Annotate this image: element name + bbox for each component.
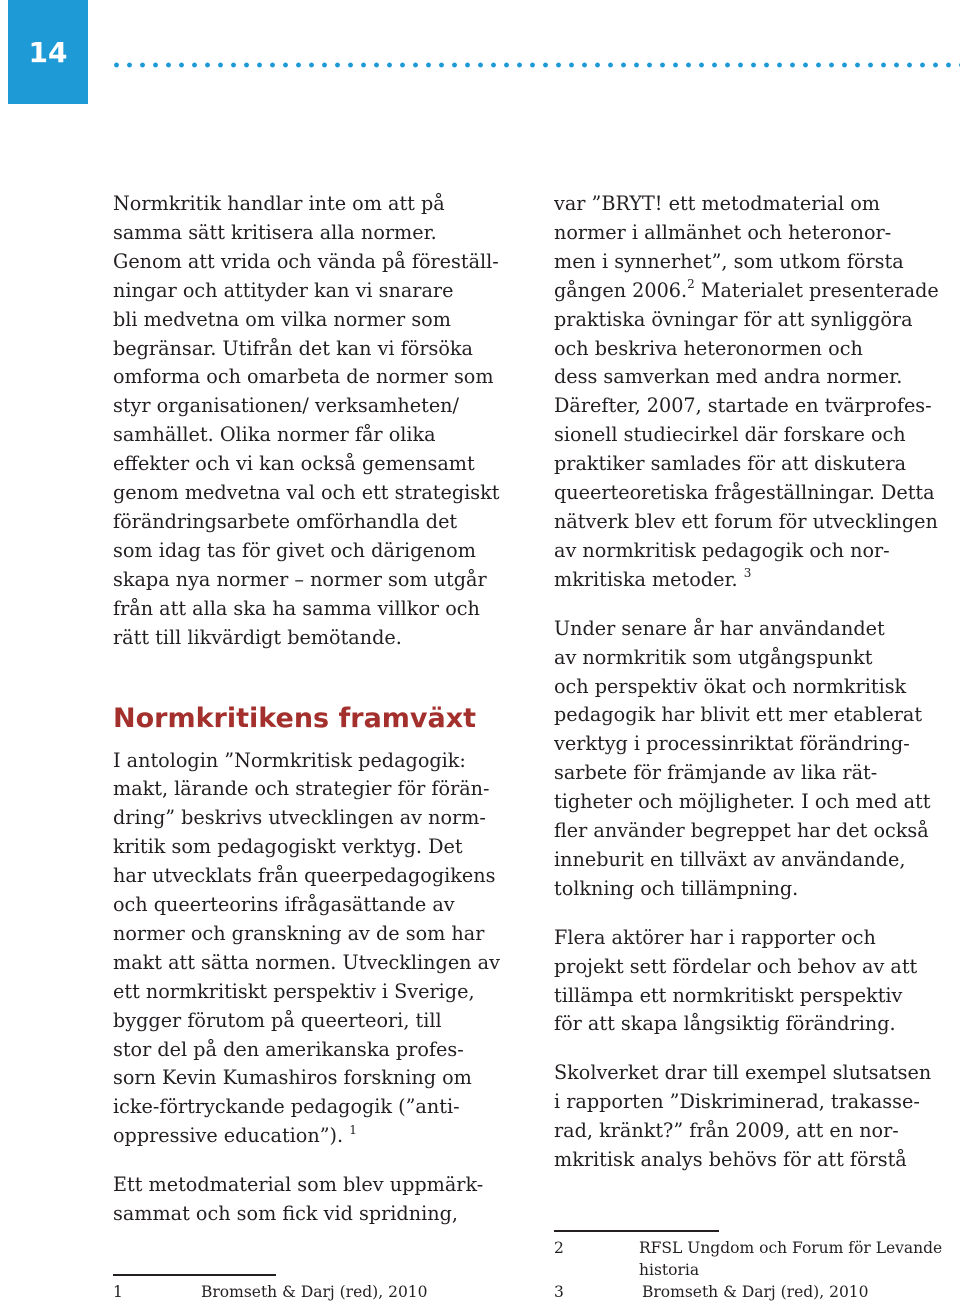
- method-material-paragraph: Ett metodmaterial som blev uppmärk- sammat och som fick vid spridning,: [113, 1173, 484, 1226]
- footnote-2-number: 2: [554, 1239, 564, 1257]
- footnote-1-text: Bromseth & Darj (red), 2010: [201, 1283, 428, 1301]
- footnote-3-number: 3: [554, 1283, 564, 1301]
- anthology-paragraph: [113, 747, 523, 1152]
- intro-paragraph: Normkritik handlar inte om att på samma sätt kritisera alla normer. Genom att vrida och vända på föreställ- ningar och attityder kan vi snarare bli medvetna om vilka normer som begränsar. Utifrån det kan vi försöka omforma och omarbeta de normer som styr organisationen/ verksamheten/ samhället. Olika normer får olika effekter och vi kan också gemensamt genom medvetna val och ett strategiskt förändringsarbete omförhandla det som idag tas för givet och därigenom skapa nya normer – normer som utgår från att alla ska ha samma villkor och rätt till likvärdigt bemötande.: [113, 192, 500, 649]
- section-heading: Normkritikens framväxt: [113, 702, 477, 734]
- right-column: [554, 190, 958, 1175]
- footnote-1: [113, 1281, 493, 1305]
- footnote-rule-right: [554, 1230, 719, 1232]
- bryt-text-b: Materialet presenterade praktiska övningar för att synliggöra och beskriva heteronormen och dess samverkan med andra normer. Därefter, 2007, startade en tvärprofes- sionell studiecirkel där forskare och praktiker samlades för att diskutera queerteoretiska frågeställningar. Detta nätverk blev ett forum för utvecklingen av normkritisk pedagogik och nor- mkritiska metoder.: [554, 278, 939, 591]
- footnote-1-number: 1: [113, 1283, 123, 1301]
- skolverket-paragraph: Skolverket drar till exempel slutsatsen i rapporten ”Diskriminerad, trakasse- rad, kränkt?” från 2009, att en nor- mkritisk analys behövs för att förstå: [554, 1061, 932, 1172]
- footnote-rule-left: [113, 1274, 276, 1276]
- recent-years-paragraph: Under senare år har användandet av normkritik som utgångspunkt och perspektiv ökat och normkritisk pedagogik har blivit ett mer etablerat verktyg i processinriktat förändring- sarbete för främjande av lika rät- tigheter och möjligheter. I och med att fler använder begreppet har det också inneburit en tillväxt av användande, tolkning och tillämpning.: [554, 616, 931, 900]
- footnote-ref-1: 1: [349, 1122, 357, 1137]
- bryt-paragraph: [554, 190, 958, 595]
- footnote-2: [554, 1237, 954, 1283]
- footnote-ref-3: 3: [743, 566, 752, 581]
- footnote-3: [554, 1281, 954, 1305]
- footnote-3-text: Bromseth & Darj (red), 2010: [642, 1283, 869, 1301]
- anthology-text: I antologin ”Normkritisk pedagogik: makt, lärande och strategier för förän- dring” beskrivs utvecklingen av norm- kritik som pedagogiskt verktyg. Det har utvecklats från queerpedagogikens och queerteorins ifrågasättande av normer och granskning av de som har makt att sätta normen. Utvecklingen av ett normkritiskt perspektiv i Sverige, bygger förutom på queerteori, till stor del på den amerikanska profes- sorn Kevin Kumashiros forskning om icke-förtryckande pedagogik (”anti- oppressive education”).: [113, 748, 500, 1148]
- actors-paragraph: Flera aktörer har i rapporter och projekt sett fördelar och behov av att tillämpa ett normkritiskt perspektiv för att skapa långsiktig förändring.: [554, 925, 918, 1036]
- footnote-2-text: RFSL Ungdom och Forum för Levande historia: [639, 1239, 943, 1279]
- footnote-ref-2: 2: [687, 277, 695, 292]
- page-number: 14: [28, 35, 68, 69]
- bryt-text-a: var ”BRYT! ett metodmaterial om normer i allmänhet och heteronor- men i synnerhet”, som utkom första gången 2006.: [554, 192, 904, 302]
- left-column: [113, 190, 523, 1229]
- dotted-header-line: [110, 62, 960, 68]
- page-number-tab: [8, 0, 88, 104]
